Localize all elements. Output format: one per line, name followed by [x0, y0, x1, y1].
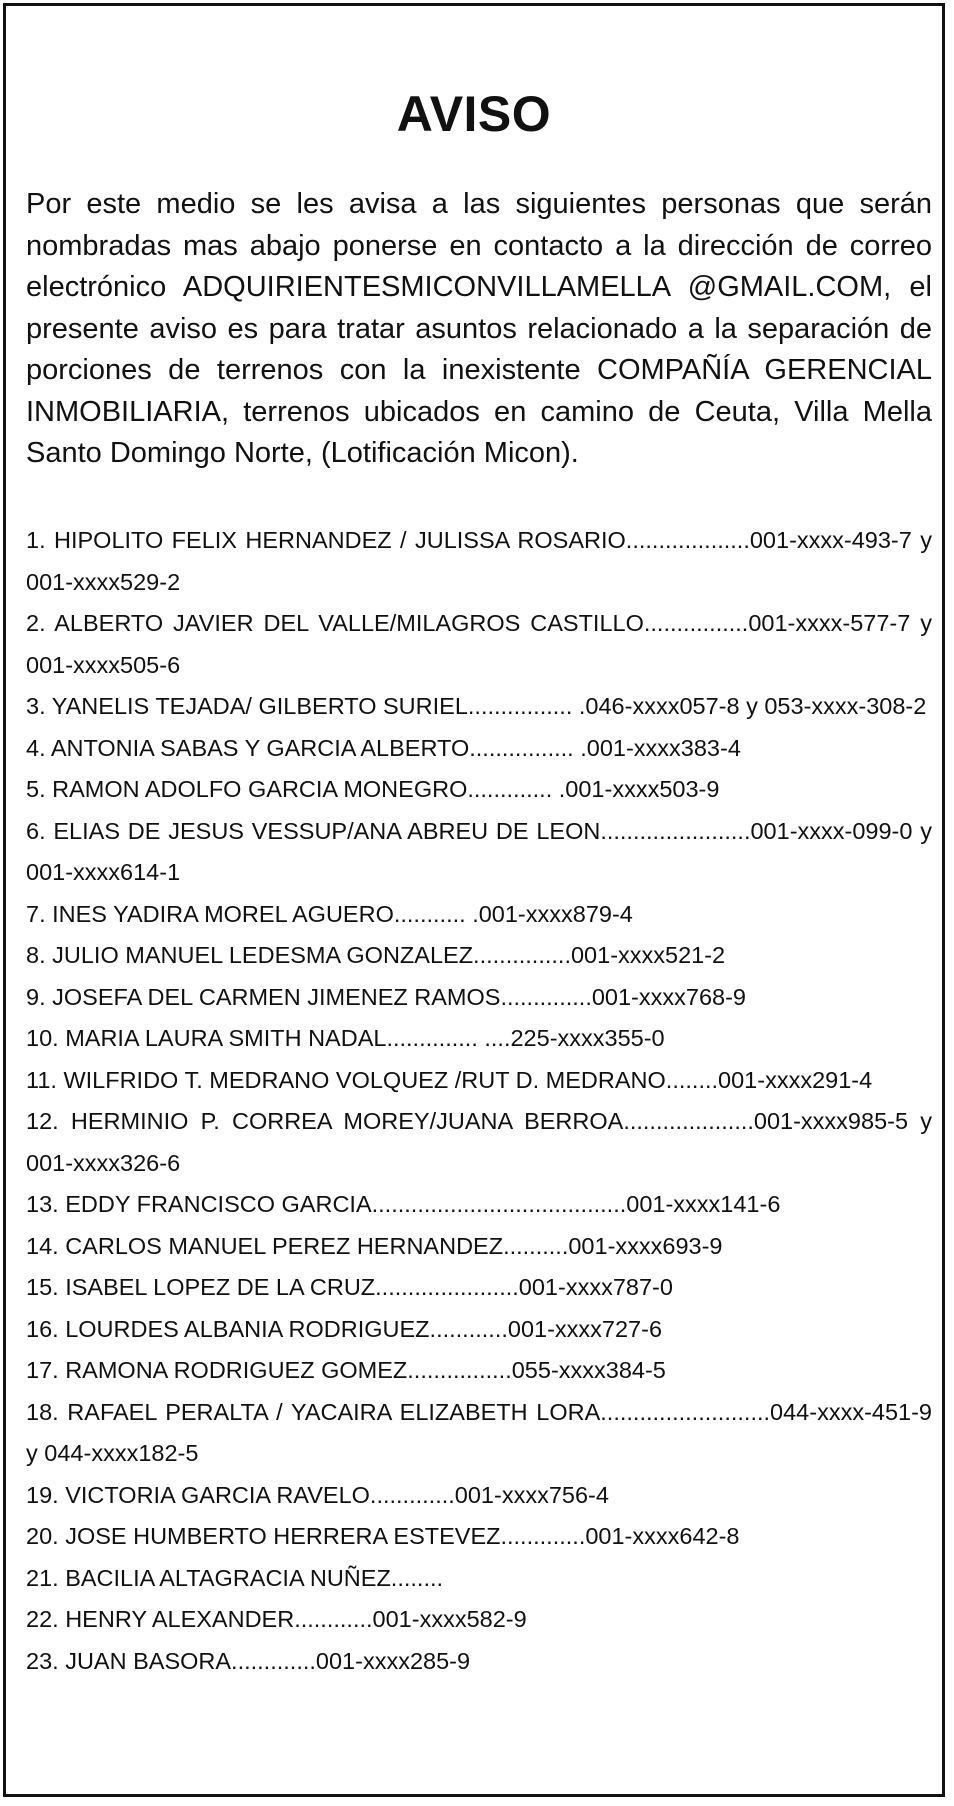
list-item: 18. RAFAEL PERALTA / YACAIRA ELIZABETH LORA..........................044-xxxx-451-9 y 044-xxxx182-5 — [26, 1398, 932, 1466]
notice-title: AVISO — [396, 86, 552, 142]
list-item: 6. ELIAS DE JESUS VESSUP/ANA ABREU DE LEON.......................001-xxxx-099-0 y 001-xxxx614-1 — [26, 817, 932, 885]
list-item: 4. ANTONIA SABAS Y GARCIA ALBERTO................ .001-xxxx383-4 — [26, 734, 741, 761]
list-item: 16. LOURDES ALBANIA RODRIGUEZ............001-xxxx727-6 — [26, 1315, 663, 1342]
list-item: 23. JUAN BASORA.............001-xxxx285-9 — [26, 1647, 471, 1674]
list-item: 20. JOSE HUMBERTO HERRERA ESTEVEZ.............001-xxxx642-8 — [26, 1523, 740, 1549]
list-item: 10. MARIA LAURA SMITH NADAL.............. ....225-xxxx355-0 — [26, 1025, 665, 1051]
list-item: 5. RAMON ADOLFO GARCIA MONEGRO............. .001-xxxx503-9 — [26, 776, 720, 802]
list-item: 12. HERMINIO P. CORREA MOREY/JUANA BERROA....................001-xxxx985-5 y 001-xxxx326-6 — [26, 1108, 932, 1176]
person-list — [26, 520, 932, 1682]
list-item: 19. VICTORIA GARCIA RAVELO.............001-xxxx756-4 — [26, 1481, 609, 1508]
list-item: 1. HIPOLITO FELIX HERNANDEZ / JULISSA ROSARIO...................001-xxxx-493-7 y 001-xxxx529-2 — [26, 527, 932, 595]
list-item: 13. EDDY FRANCISCO GARCIA.......................................001-xxxx141-6 — [26, 1191, 781, 1217]
notice-frame — [3, 3, 945, 1797]
list-item: 15. ISABEL LOPEZ DE LA CRUZ......................001-xxxx787-0 — [26, 1274, 673, 1300]
list-item: 7. INES YADIRA MOREL AGUERO........... .001-xxxx879-4 — [26, 900, 633, 927]
list-item: 8. JULIO MANUEL LEDESMA GONZALEZ...............001-xxxx521-2 — [26, 942, 726, 968]
list-item: 22. HENRY ALEXANDER............001-xxxx582-9 — [26, 1606, 527, 1632]
list-item: 3. YANELIS TEJADA/ GILBERTO SURIEL................ .046-xxxx057-8 y 053-xxxx-308-2 — [26, 693, 927, 719]
list-item: 2. ALBERTO JAVIER DEL VALLE/MILAGROS CASTILLO................001-xxxx-577-7 y 001-xxxx505-6 — [26, 610, 932, 678]
list-item: 14. CARLOS MANUEL PEREZ HERNANDEZ..........001-xxxx693-9 — [26, 1232, 723, 1259]
list-item: 11. WILFRIDO T. MEDRANO VOLQUEZ /RUT D. MEDRANO........001-xxxx291-4 — [26, 1066, 873, 1093]
list-item: 17. RAMONA RODRIGUEZ GOMEZ................055-xxxx384-5 — [26, 1357, 666, 1383]
list-item: 21. BACILIA ALTAGRACIA NUÑEZ........ — [26, 1564, 444, 1591]
list-item: 9. JOSEFA DEL CARMEN JIMENEZ RAMOS..............001-xxxx768-9 — [26, 983, 746, 1010]
notice-intro: Por este medio se les avisa a las siguientes personas que serán nombradas mas abajo ponerse en contacto a la dirección de correo electrónico ADQUIRIENTESMICONVILLAMELLA @GMAIL.COM, el presente aviso es para tratar asuntos relacionado a la separación de porciones de terrenos con la inexistente COMPAÑÍA GERENCIAL INMOBILIARIA, terrenos ubicados en camino de Ceuta, Villa Mella Santo Domingo Norte, (Lotificación Micon). — [26, 188, 932, 469]
